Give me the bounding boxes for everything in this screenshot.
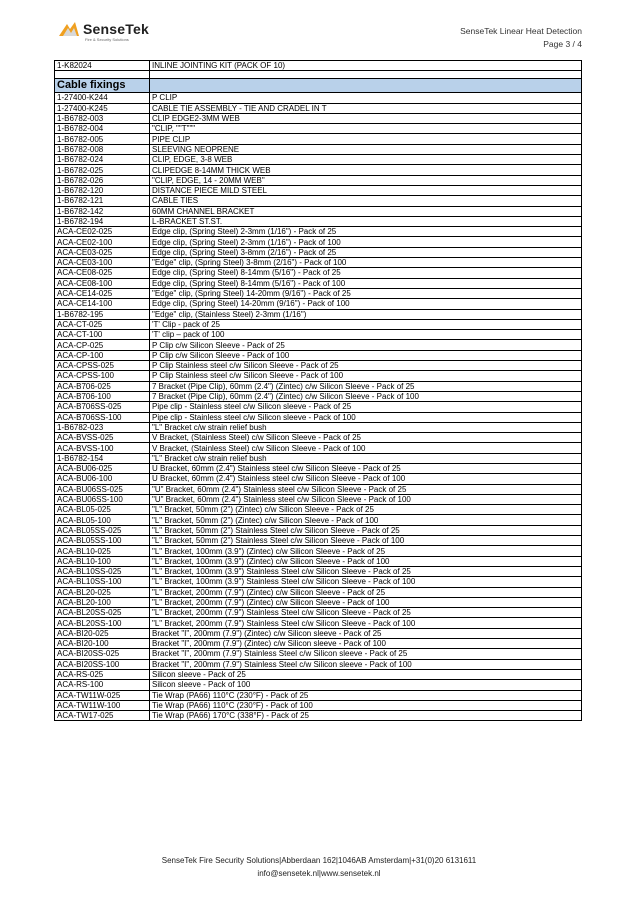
table-row — [55, 206, 582, 216]
table-row — [55, 361, 582, 371]
table-row — [55, 443, 582, 453]
part-code: ACA-B706SS-100 — [55, 412, 150, 422]
table-row — [55, 515, 582, 525]
part-description: L-BRACKET ST.ST. — [150, 216, 582, 226]
part-description: "L" Bracket, 100mm (3.9") (Zintec) c/w Silicon Sleeve - Pack of 25 — [150, 546, 582, 556]
part-code: ACA-CT-100 — [55, 330, 150, 340]
spacer-row — [55, 71, 582, 79]
part-description: "L" Bracket, 200mm (7.9") (Zintec) c/w Silicon Sleeve - Pack of 100 — [150, 597, 582, 607]
part-description: P Clip c/w Silicon Sleeve - Pack of 100 — [150, 350, 582, 360]
table-row — [55, 422, 582, 432]
table-row — [55, 680, 582, 690]
table-row — [55, 463, 582, 473]
table-row — [55, 669, 582, 679]
part-description: INLINE JOINTING KIT (PACK OF 10) — [150, 61, 582, 71]
table-row — [55, 381, 582, 391]
part-code: ACA-BU06SS-025 — [55, 484, 150, 494]
part-description: "L" Bracket, 200mm (7.9") (Zintec) c/w Silicon Sleeve - Pack of 25 — [150, 587, 582, 597]
table-row — [55, 412, 582, 422]
table-row — [55, 350, 582, 360]
table-row — [55, 258, 582, 268]
part-description: Tie Wrap (PA66) 110°C (230°F) - Pack of 100 — [150, 700, 582, 710]
part-code: ACA-BL10SS-100 — [55, 577, 150, 587]
part-code: 1-B6782-003 — [55, 113, 150, 123]
part-code: ACA-B706SS-025 — [55, 402, 150, 412]
footer-address: SenseTek Fire Security Solutions|Abberdaan 162|1046AB Amsterdam|+31(0)20 6131611 — [161, 856, 477, 865]
part-description: Tie Wrap (PA66) 170°C (338°F) - Pack of 25 — [150, 711, 582, 721]
part-code: ACA-CE02-025 — [55, 227, 150, 237]
table-row — [55, 247, 582, 257]
part-code: ACA-CE14-025 — [55, 288, 150, 298]
part-description: "CLIP, EDGE, 14 - 20MM WEB" — [150, 175, 582, 185]
table-row — [55, 124, 582, 134]
table-row — [55, 134, 582, 144]
part-code: ACA-CPSS-100 — [55, 371, 150, 381]
part-description: Bracket "I", 200mm (7.9") (Zintec) c/w Silicon sleeve - Pack of 25 — [150, 628, 582, 638]
table-row — [55, 175, 582, 185]
part-code: 1-K82024 — [55, 61, 150, 71]
table-row — [55, 93, 582, 103]
table-row — [55, 144, 582, 154]
part-code: ACA-CE03-025 — [55, 247, 150, 257]
part-description: 'T' clip – pack of 100 — [150, 330, 582, 340]
table-row — [55, 525, 582, 535]
part-code: ACA-BL05-100 — [55, 515, 150, 525]
section-title: Cable fixings — [55, 79, 150, 93]
table-row — [55, 577, 582, 587]
part-code: 1-B6782-025 — [55, 165, 150, 175]
part-code: ACA-BL05-025 — [55, 505, 150, 515]
part-description: CLIP EDGE2-3MM WEB — [150, 113, 582, 123]
part-description: "Edge" clip, (Spring Steel) 3-8mm (2/16") - Pack of 100 — [150, 258, 582, 268]
table-row — [55, 618, 582, 628]
table-row — [55, 165, 582, 175]
part-description: Silicon sleeve - Pack of 100 — [150, 680, 582, 690]
part-description: U Bracket, 60mm (2.4") Stainless steel c/w Silicon Sleeve - Pack of 25 — [150, 463, 582, 473]
table-row — [55, 546, 582, 556]
part-description: Silicon sleeve - Pack of 25 — [150, 669, 582, 679]
part-description: "L" Bracket c/w strain relief bush — [150, 453, 582, 463]
part-code: ACA-BL10SS-025 — [55, 566, 150, 576]
part-code: ACA-RS-025 — [55, 669, 150, 679]
part-code: ACA-TW11W-100 — [55, 700, 150, 710]
part-code: ACA-CE03-100 — [55, 258, 150, 268]
part-code: 1-B6782-004 — [55, 124, 150, 134]
part-description: SLEEVING NEOPRENE — [150, 144, 582, 154]
part-code: ACA-BL10-100 — [55, 556, 150, 566]
logo-flame-icon — [57, 20, 81, 40]
part-description: "U" Bracket, 60mm (2.4") Stainless steel c/w Silicon Sleeve - Pack of 25 — [150, 484, 582, 494]
part-code: 1-B6782-023 — [55, 422, 150, 432]
part-description: P CLIP — [150, 93, 582, 103]
part-code: ACA-CP-025 — [55, 340, 150, 350]
part-code: ACA-BI20SS-100 — [55, 659, 150, 669]
part-description: V Bracket, (Stainless Steel) c/w Silicon Sleeve - Pack of 25 — [150, 433, 582, 443]
part-description: CLIP, EDGE, 3-8 WEB — [150, 155, 582, 165]
table-row — [55, 505, 582, 515]
part-description: 60MM CHANNEL BRACKET — [150, 206, 582, 216]
part-code: ACA-BL05SS-025 — [55, 525, 150, 535]
part-code: ACA-BU06-100 — [55, 474, 150, 484]
part-code: 1-B6782-194 — [55, 216, 150, 226]
part-description: PIPE CLIP — [150, 134, 582, 144]
part-description: 7 Bracket (Pipe Clip), 60mm (2.4") (Zintec) c/w Silicon Sleeve - Pack of 100 — [150, 391, 582, 401]
document-title: SenseTek Linear Heat Detection — [460, 26, 582, 36]
part-description: Pipe clip - Stainless steel c/w Silicon sleeve - Pack of 25 — [150, 402, 582, 412]
footer-contact: info@sensetek.nl|www.sensetek.nl — [257, 869, 381, 878]
part-description: V Bracket, (Stainless Steel) c/w Silicon Sleeve - Pack of 100 — [150, 443, 582, 453]
part-description: "Edge" clip, (Spring Steel) 14-20mm (9/16") - Pack of 25 — [150, 288, 582, 298]
part-code: 1-B6782-120 — [55, 185, 150, 195]
part-code: 1-B6782-008 — [55, 144, 150, 154]
part-description: "L" Bracket, 100mm (3.9") Stainless Steel c/w Silicon Sleeve - Pack of 25 — [150, 566, 582, 576]
part-description: DISTANCE PIECE MILD STEEL — [150, 185, 582, 195]
table-row — [55, 216, 582, 226]
section-header-row — [55, 79, 582, 93]
part-description: "CLIP, ""T""" — [150, 124, 582, 134]
part-code: ACA-CPSS-025 — [55, 361, 150, 371]
part-description: P Clip c/w Silicon Sleeve - Pack of 25 — [150, 340, 582, 350]
part-description: "L" Bracket, 200mm (7.9") Stainless Steel c/w Silicon Sleeve - Pack of 25 — [150, 608, 582, 618]
table-row — [55, 556, 582, 566]
table-row — [55, 237, 582, 247]
table-row — [55, 278, 582, 288]
part-code: ACA-CE14-100 — [55, 299, 150, 309]
table-row — [55, 268, 582, 278]
table-row — [55, 103, 582, 113]
part-code: ACA-B706-100 — [55, 391, 150, 401]
part-description: CLIPEDGE 8-14MM THICK WEB — [150, 165, 582, 175]
part-code: ACA-TW17-025 — [55, 711, 150, 721]
part-code: ACA-RS-100 — [55, 680, 150, 690]
table-row — [55, 628, 582, 638]
table-row — [55, 690, 582, 700]
part-description: Edge clip, (Spring Steel) 14-20mm (9/16") - Pack of 100 — [150, 299, 582, 309]
part-description: Tie Wrap (PA66) 110°C (230°F) - Pack of 25 — [150, 690, 582, 700]
table-row — [55, 711, 582, 721]
part-description: "Edge" clip, (Stainless Steel) 2-3mm (1/16") — [150, 309, 582, 319]
table-row — [55, 566, 582, 576]
part-description: "L" Bracket, 50mm (2") Stainless Steel c/w Silicon Sleeve - Pack of 100 — [150, 536, 582, 546]
part-description: U Bracket, 60mm (2.4") Stainless steel c/w Silicon Sleeve - Pack of 100 — [150, 474, 582, 484]
logo-tagline: Fire & Security Solutions — [85, 37, 129, 42]
part-code: 1-B6782-154 — [55, 453, 150, 463]
table-row — [55, 299, 582, 309]
table-row — [55, 391, 582, 401]
part-code: ACA-BU06SS-100 — [55, 494, 150, 504]
table-row — [55, 309, 582, 319]
part-description: Edge clip, (Spring Steel) 2-3mm (1/16") - Pack of 100 — [150, 237, 582, 247]
table-row — [55, 536, 582, 546]
part-description: "U" Bracket, 60mm (2.4") Stainless steel c/w Silicon Sleeve - Pack of 100 — [150, 494, 582, 504]
part-description: "L" Bracket, 100mm (3.9") Stainless Steel c/w Silicon Sleeve - Pack of 100 — [150, 577, 582, 587]
part-code: ACA-BL10-025 — [55, 546, 150, 556]
part-code: 1-27400-K245 — [55, 103, 150, 113]
part-code: ACA-BU06-025 — [55, 463, 150, 473]
part-description: "L" Bracket, 50mm (2") (Zintec) c/w Silicon Sleeve - Pack of 100 — [150, 515, 582, 525]
part-code: 1-B6782-024 — [55, 155, 150, 165]
part-code: 1-B6782-195 — [55, 309, 150, 319]
table-row — [55, 227, 582, 237]
table-row — [55, 288, 582, 298]
part-code: ACA-BVSS-100 — [55, 443, 150, 453]
part-description: "L" Bracket, 50mm (2") (Zintec) c/w Silicon Sleeve - Pack of 25 — [150, 505, 582, 515]
part-description: Edge clip, (Spring Steel) 8-14mm (5/16") - Pack of 25 — [150, 268, 582, 278]
part-description: CABLE TIE ASSEMBLY - TIE AND CRADEL IN T — [150, 103, 582, 113]
part-description: Pipe clip - Stainless steel c/w Silicon sleeve - Pack of 100 — [150, 412, 582, 422]
part-description: Edge clip, (Spring Steel) 2-3mm (1/16") - Pack of 25 — [150, 227, 582, 237]
part-code: ACA-TW11W-025 — [55, 690, 150, 700]
part-description: "L" Bracket c/w strain relief bush — [150, 422, 582, 432]
part-description: "L" Bracket, 100mm (3.9") (Zintec) c/w Silicon Sleeve - Pack of 100 — [150, 556, 582, 566]
table-row — [55, 700, 582, 710]
table-row — [55, 597, 582, 607]
part-code: 1-27400-K244 — [55, 93, 150, 103]
part-code: ACA-BL20SS-025 — [55, 608, 150, 618]
part-description: Bracket "I", 200mm (7.9") Stainless Steel c/w Silicon sleeve - Pack of 25 — [150, 649, 582, 659]
table-row — [55, 155, 582, 165]
table-row — [55, 61, 582, 71]
company-logo — [57, 20, 187, 42]
part-code: 1-B6782-026 — [55, 175, 150, 185]
page-number: Page 3 / 4 — [543, 39, 582, 49]
table-row — [55, 639, 582, 649]
part-description: P Clip Stainless steel c/w Silicon Sleeve - Pack of 25 — [150, 361, 582, 371]
table-row — [55, 371, 582, 381]
part-description: Edge clip, (Spring Steel) 8-14mm (5/16") - Pack of 100 — [150, 278, 582, 288]
part-code: ACA-BI20SS-025 — [55, 649, 150, 659]
table-row — [55, 494, 582, 504]
part-code: ACA-BL20-100 — [55, 597, 150, 607]
table-row — [55, 433, 582, 443]
part-code: ACA-CE08-025 — [55, 268, 150, 278]
table-row — [55, 185, 582, 195]
part-description: Bracket "I", 200mm (7.9") (Zintec) c/w Silicon sleeve - Pack of 100 — [150, 639, 582, 649]
part-description: Edge clip, (Spring Steel) 3-8mm (2/16") - Pack of 25 — [150, 247, 582, 257]
parts-table — [54, 60, 582, 721]
part-code: 1-B6782-005 — [55, 134, 150, 144]
table-row — [55, 649, 582, 659]
part-description: 7 Bracket (Pipe Clip), 60mm (2.4") (Zintec) c/w Silicon Sleeve - Pack of 25 — [150, 381, 582, 391]
part-description: CABLE TIES — [150, 196, 582, 206]
table-row — [55, 196, 582, 206]
part-description: Bracket "I", 200mm (7.9") Stainless Steel c/w Silicon sleeve - Pack of 100 — [150, 659, 582, 669]
part-code: 1-B6782-121 — [55, 196, 150, 206]
table-row — [55, 659, 582, 669]
part-code: ACA-CE02-100 — [55, 237, 150, 247]
table-row — [55, 319, 582, 329]
part-code: ACA-B706-025 — [55, 381, 150, 391]
table-row — [55, 340, 582, 350]
part-code: ACA-BL20SS-100 — [55, 618, 150, 628]
table-row — [55, 453, 582, 463]
part-description: 'T' Clip - pack of 25 — [150, 319, 582, 329]
table-row — [55, 474, 582, 484]
part-code: ACA-BL20-025 — [55, 587, 150, 597]
table-row — [55, 402, 582, 412]
part-description: "L" Bracket, 200mm (7.9") Stainless Steel c/w Silicon Sleeve - Pack of 100 — [150, 618, 582, 628]
page-header — [460, 25, 582, 51]
table-row — [55, 330, 582, 340]
page-footer — [0, 854, 638, 880]
part-code: ACA-BL05SS-100 — [55, 536, 150, 546]
part-description: P Clip Stainless steel c/w Silicon Sleeve - Pack of 100 — [150, 371, 582, 381]
part-description: "L" Bracket, 50mm (2") Stainless Steel c/w Silicon Sleeve - Pack of 25 — [150, 525, 582, 535]
table-row — [55, 587, 582, 597]
part-code: ACA-BI20-025 — [55, 628, 150, 638]
table-row — [55, 113, 582, 123]
part-code: ACA-CP-100 — [55, 350, 150, 360]
part-code: 1-B6782-142 — [55, 206, 150, 216]
part-code: ACA-CE08-100 — [55, 278, 150, 288]
table-row — [55, 608, 582, 618]
table-row — [55, 484, 582, 494]
part-code: ACA-BVSS-025 — [55, 433, 150, 443]
logo-text: SenseTek — [83, 21, 149, 37]
part-code: ACA-CT-025 — [55, 319, 150, 329]
part-code: ACA-BI20-100 — [55, 639, 150, 649]
